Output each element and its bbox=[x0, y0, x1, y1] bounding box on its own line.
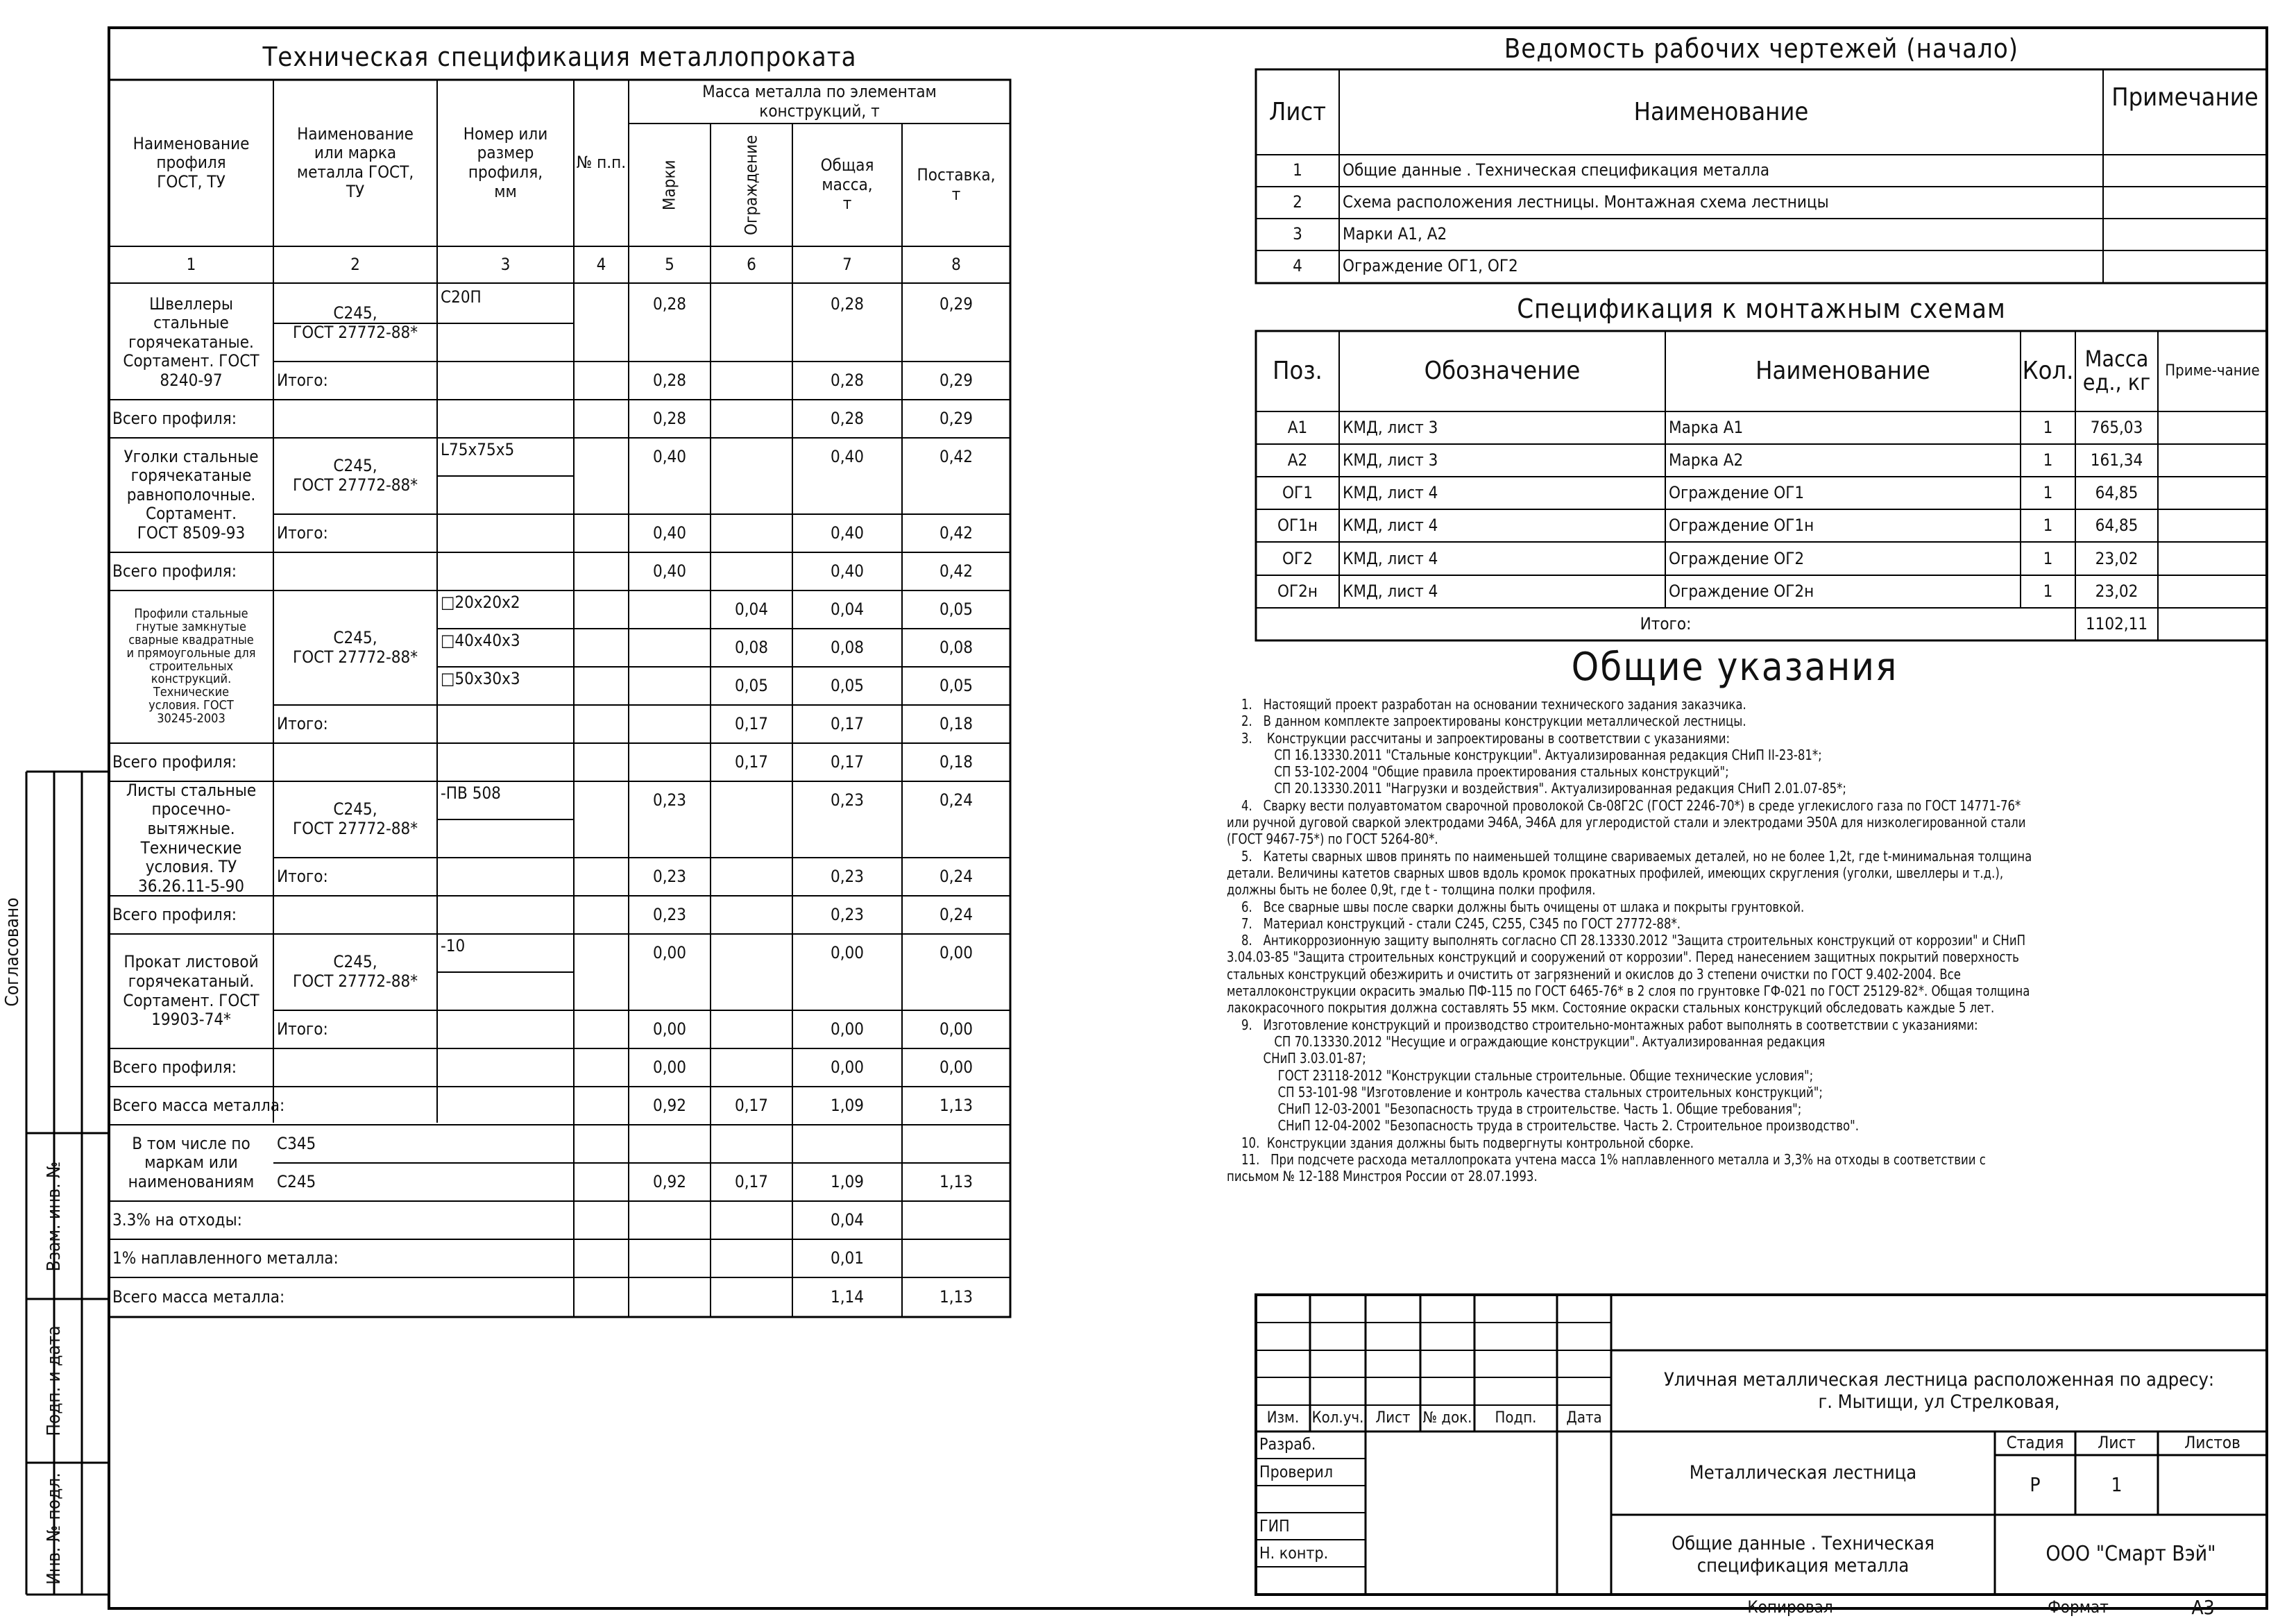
note-line: письмом № 12-188 Минстроя России от 28.07.1993. bbox=[1227, 1168, 1538, 1185]
mount-designation: КМД, лист 4 bbox=[1343, 516, 1438, 536]
mount-total-value: 1102,11 bbox=[2085, 613, 2148, 634]
project-address: Уличная металлическая лестница расположенная по адресу: г. Мытищи, ул Стрелковая, bbox=[1663, 1369, 2215, 1413]
vsego-cell: 0,23 bbox=[830, 904, 865, 924]
group-profile: Профили стальные гнутые замкнутые сварные квадратные и прямоугольные для строительных конструкций. Технические условия. ГОСТ 30245-2003 bbox=[126, 606, 256, 726]
vsego-cell bbox=[629, 743, 711, 781]
mount-name: Марка А1 bbox=[1669, 417, 1744, 437]
waste-label: 3.3% на отходы: bbox=[112, 1209, 242, 1230]
mass-cell bbox=[629, 667, 711, 705]
col-number: 6 bbox=[747, 254, 756, 274]
col-number: 8 bbox=[951, 254, 961, 274]
itogo-label: Итого: bbox=[277, 866, 328, 886]
note-line: лакокрасочного покрытия должна составлять 55 мкм. Состояние окраски стальных конструкций обследовать каждые 5 лет. bbox=[1227, 999, 1995, 1017]
itogo-cell: 0,00 bbox=[939, 1019, 973, 1039]
weld-label: 1% наплавленного металла: bbox=[112, 1248, 339, 1268]
weld-value: 0,01 bbox=[830, 1248, 865, 1268]
mass-cell bbox=[902, 476, 1010, 514]
note-line: 6. Все сварные швы после сварки должны быть очищены от шлака и покрыты грунтовкой. bbox=[1227, 898, 1805, 915]
note-line: СП 53-101-98 "Изготовление и контроль качества стальных строительных конструкций"; bbox=[1227, 1083, 1823, 1101]
mount-header-note: Приме-чание bbox=[2165, 362, 2260, 380]
mount-name: Ограждение ОГ1н bbox=[1669, 516, 1814, 536]
mass-cell: 0,08 bbox=[830, 637, 865, 657]
mass-cell bbox=[711, 323, 792, 362]
title-block-role bbox=[1256, 1486, 1366, 1513]
mark-cell bbox=[711, 1125, 792, 1163]
stamp-inv-replacement: Взам. инв. № bbox=[44, 1161, 65, 1272]
mass-cell: 0,04 bbox=[734, 599, 769, 619]
itogo-cell: 0,17 bbox=[734, 713, 769, 733]
mount-header-qty: Кол. bbox=[2022, 357, 2074, 386]
vsego-cell: 0,28 bbox=[652, 408, 687, 428]
drawings-header-sheet: Лист bbox=[1268, 97, 1327, 126]
size-cell: L75x75x5 bbox=[441, 440, 515, 459]
sheet-name: Общие данные . Техническая спецификация металла bbox=[1672, 1533, 1934, 1577]
col-number: 4 bbox=[596, 254, 606, 274]
drawing-sheet: 1 bbox=[1293, 160, 1302, 180]
col-number: 3 bbox=[500, 254, 511, 274]
itogo-cell: 0,28 bbox=[830, 370, 865, 390]
mass-cell: 0,08 bbox=[939, 637, 973, 657]
vsego-cell: 0,18 bbox=[939, 751, 973, 772]
note-line: СП 16.13330.2011 "Стальные конструкции". Актуализированная редакция СНиП II-23-81*; bbox=[1227, 746, 1822, 763]
itogo-label: Итого: bbox=[277, 370, 328, 390]
final-supply-value: 1,13 bbox=[939, 1286, 973, 1307]
itogo-cell: 0,23 bbox=[830, 866, 865, 886]
mount-designation: КМД, лист 4 bbox=[1343, 548, 1438, 568]
group-steel: С245, ГОСТ 27772-88* bbox=[292, 799, 418, 838]
general-notes-text bbox=[1227, 696, 2120, 1185]
itogo-cell bbox=[711, 362, 792, 400]
group-profile: Листы стальные просечно-вытяжные. Технические условия. ТУ 36.26.11-5-90 bbox=[126, 780, 257, 896]
note-line: 3.04.03-85 "Защита строительных конструкций и сооружений от коррозии". Перед нанесением защитных покрытий поверхность bbox=[1227, 949, 2019, 966]
sheets-value bbox=[2158, 1455, 2267, 1515]
title-block-role: Н. контр. bbox=[1259, 1545, 1329, 1563]
note-line: 2. В данном комплекте запроектированы конструкции металлической лестницы. bbox=[1227, 713, 1746, 730]
mass-cell bbox=[792, 819, 902, 858]
group-profile: Прокат листовой горячекатаный. Сортамент. ГОСТ 19903-74* bbox=[123, 952, 260, 1030]
mass-cell: 0,23 bbox=[830, 790, 865, 810]
final-mass-label: Всего масса металла: bbox=[112, 1286, 285, 1307]
stamp-sign-date: Подп. и дата bbox=[44, 1325, 65, 1436]
mark-cell bbox=[902, 1125, 1010, 1163]
mount-pos: ОГ2 bbox=[1282, 548, 1313, 568]
itogo-label: Итого: bbox=[277, 713, 328, 733]
vsego-cell: 0,40 bbox=[652, 561, 687, 581]
vsego-cell bbox=[711, 896, 792, 934]
itogo-label: Итого: bbox=[277, 522, 328, 543]
note-line: 8. Антикоррозионную защиту выполнять согласно СП 28.13330.2012 "Защита строительных конструкций от коррозии" и СНиП bbox=[1227, 932, 2026, 949]
title-block-col-header: Изм. bbox=[1266, 1409, 1300, 1427]
mass-cell: 0,24 bbox=[939, 790, 973, 810]
mark-cell: 1,13 bbox=[939, 1171, 973, 1191]
mount-total-label: Итого: bbox=[1640, 613, 1692, 634]
mass-cell: 0,40 bbox=[830, 446, 865, 466]
mass-cell bbox=[902, 323, 1010, 362]
mount-designation: КМД, лист 3 bbox=[1343, 417, 1438, 437]
size-cell bbox=[437, 972, 574, 1010]
note-line: стальных конструкций обезжирить и очистить от загрязнений и окислов до 3 степени очистки по ГОСТ 9.402-2004. Все bbox=[1227, 965, 1961, 983]
group-steel: С245, ГОСТ 27772-88* bbox=[292, 952, 418, 991]
header-profile: Наименование профиля ГОСТ, ТУ bbox=[133, 133, 250, 192]
format-value: А3 bbox=[2191, 1595, 2215, 1619]
itogo-cell bbox=[629, 705, 711, 743]
note-line: (ГОСТ 9467-75*) по ГОСТ 5264-80*. bbox=[1227, 831, 1438, 848]
itogo-cell bbox=[711, 514, 792, 552]
mass-cell: 0,00 bbox=[652, 942, 687, 962]
note-line: 1. Настоящий проект разработан на основании технического задания заказчика. bbox=[1227, 696, 1746, 713]
drawing-sheet: 4 bbox=[1293, 256, 1302, 276]
group-steel: С245, ГОСТ 27772-88* bbox=[292, 456, 418, 495]
title-block-col-header: Дата bbox=[1566, 1409, 1602, 1427]
mass-cell: 0,04 bbox=[830, 599, 865, 619]
note-line: или ручной дуговой сваркой электродами Э46А, Э46А для углеродистой стали и электродами Э50А для низколегированной стали bbox=[1227, 814, 2026, 831]
drawing-name: Марки А1, А2 bbox=[1343, 224, 1447, 244]
vsego-cell: 0,00 bbox=[830, 1057, 865, 1077]
total-mass-label: Всего масса металла: bbox=[112, 1095, 285, 1115]
mass-cell bbox=[711, 285, 792, 323]
spec-table-title: Техническая спецификация металлопроката bbox=[262, 41, 857, 72]
itogo-cell: 0,23 bbox=[652, 866, 687, 886]
mass-cell: 0,40 bbox=[652, 446, 687, 466]
col-number: 2 bbox=[350, 254, 360, 274]
mount-qty: 1 bbox=[2043, 581, 2053, 601]
mark-name: С345 bbox=[277, 1133, 316, 1153]
title-block-col-header: Лист bbox=[1375, 1409, 1411, 1427]
waste-value: 0,04 bbox=[830, 1209, 865, 1230]
mass-cell: 0,05 bbox=[734, 675, 769, 695]
mount-qty: 1 bbox=[2043, 450, 2053, 470]
mount-header-mass: Масса ед., кг bbox=[2082, 346, 2151, 396]
itogo-cell bbox=[711, 858, 792, 896]
vsego-cell: 0,00 bbox=[652, 1057, 687, 1077]
vsego-cell: 0,42 bbox=[939, 561, 973, 581]
mount-header-designation: Обозначение bbox=[1424, 357, 1581, 386]
mount-designation: КМД, лист 4 bbox=[1343, 581, 1438, 601]
drawing-name: Ограждение ОГ1, ОГ2 bbox=[1343, 256, 1518, 276]
group-steel: С245, ГОСТ 27772-88* bbox=[292, 627, 418, 667]
header-marks: Марки bbox=[659, 160, 679, 210]
mass-cell: 0,42 bbox=[939, 446, 973, 466]
note-line: 7. Материал конструкций - стали С245, С255, С345 по ГОСТ 27772-88*. bbox=[1227, 915, 1681, 932]
total-mass-cell: 0,92 bbox=[652, 1095, 687, 1115]
itogo-cell bbox=[711, 1010, 792, 1048]
company-name: ООО "Смарт Вэй" bbox=[2046, 1542, 2216, 1567]
mark-cell: 1,09 bbox=[830, 1171, 865, 1191]
object-name: Металлическая лестница bbox=[1689, 1462, 1917, 1484]
mass-cell bbox=[792, 323, 902, 362]
note-line: СП 70.13330.2012 "Несущие и ограждающие конструкции". Актуализированная редакция bbox=[1227, 1033, 1826, 1050]
vsego-cell bbox=[711, 400, 792, 438]
stamp-agreed: Согласовано bbox=[2, 897, 23, 1007]
vsego-cell: 0,29 bbox=[939, 408, 973, 428]
itogo-cell: 0,00 bbox=[830, 1019, 865, 1039]
header-steel: Наименование или марка металла ГОСТ, ТУ bbox=[296, 124, 414, 201]
note-line: должны быть не более 0,9t, где t - толщина полки профиля. bbox=[1227, 881, 1596, 899]
mass-cell: 0,05 bbox=[939, 675, 973, 695]
mount-table-title: Спецификация к монтажным схемам bbox=[1517, 294, 2006, 325]
mass-cell: 0,28 bbox=[830, 294, 865, 314]
mount-mass: 23,02 bbox=[2095, 581, 2138, 601]
note-line: 11. При подсчете расхода металлопроката учтена масса 1% наплавленного металла и 3,3% на отходы в соответствии с bbox=[1227, 1151, 1986, 1169]
mount-name: Марка А2 bbox=[1669, 450, 1744, 470]
itogo-cell: 0,29 bbox=[939, 370, 973, 390]
size-cell: -10 bbox=[441, 936, 466, 955]
vsego-label: Всего профиля: bbox=[112, 751, 237, 772]
vsego-cell bbox=[711, 1048, 792, 1087]
mount-name: Ограждение ОГ2 bbox=[1669, 548, 1805, 568]
header-size: Номер или размер профиля, мм bbox=[463, 124, 548, 201]
vsego-cell: 0,24 bbox=[939, 904, 973, 924]
mass-cell bbox=[792, 972, 902, 1010]
vsego-label: Всего профиля: bbox=[112, 561, 237, 581]
mass-cell bbox=[629, 323, 711, 362]
total-mass-cell: 0,17 bbox=[734, 1095, 769, 1115]
mount-qty: 1 bbox=[2043, 417, 2053, 437]
general-notes-title: Общие указания bbox=[1571, 645, 1898, 690]
mark-name: С245 bbox=[277, 1171, 316, 1191]
mass-cell bbox=[711, 819, 792, 858]
vsego-cell: 0,17 bbox=[830, 751, 865, 772]
vsego-cell: 0,17 bbox=[734, 751, 769, 772]
mass-cell: 0,05 bbox=[939, 599, 973, 619]
note-line: ГОСТ 23118-2012 "Конструкции стальные строительные. Общие технические условия"; bbox=[1227, 1067, 1814, 1084]
mount-pos: ОГ1н bbox=[1277, 516, 1318, 536]
mark-cell bbox=[792, 1125, 902, 1163]
note-line: СНиП 12-03-2001 "Безопасность труда в строительстве. Часть 1. Общие требования"; bbox=[1227, 1101, 1802, 1118]
mass-cell: 0,00 bbox=[939, 942, 973, 962]
mount-qty: 1 bbox=[2043, 483, 2053, 503]
mount-designation: КМД, лист 3 bbox=[1343, 450, 1438, 470]
itogo-cell: 0,42 bbox=[939, 522, 973, 543]
vsego-cell: 0,23 bbox=[652, 904, 687, 924]
group-profile: Уголки стальные горячекатаные равнополочные. Сортамент. ГОСТ 8509-93 bbox=[124, 446, 259, 543]
mass-cell bbox=[629, 819, 711, 858]
mount-pos: ОГ2н bbox=[1277, 581, 1318, 601]
header-mass-group: Масса металла по элементам конструкций, т bbox=[702, 81, 937, 121]
mass-cell bbox=[629, 629, 711, 667]
size-cell: -ПВ 508 bbox=[441, 783, 501, 803]
col-number: 1 bbox=[186, 254, 196, 274]
group-steel: С245, ГОСТ 27772-88* bbox=[292, 303, 418, 342]
mass-cell bbox=[711, 781, 792, 819]
mass-cell: 0,05 bbox=[830, 675, 865, 695]
sheets-label: Листов bbox=[2184, 1433, 2240, 1453]
size-cell bbox=[437, 819, 574, 858]
mount-designation: КМД, лист 4 bbox=[1343, 483, 1438, 503]
size-cell: □20x20x2 bbox=[441, 593, 520, 612]
vsego-label: Всего профиля: bbox=[112, 1057, 237, 1077]
mark-cell: 0,92 bbox=[652, 1171, 687, 1191]
mount-name: Ограждение ОГ1 bbox=[1669, 483, 1805, 503]
drawing-name: Общие данные . Техническая спецификация металла bbox=[1343, 160, 1770, 180]
note-line: 5. Катеты сварных швов принять по наименьшей толщине свариваемых деталей, но не более 1,2t, где t-минимальная толщина bbox=[1227, 847, 2032, 865]
mount-mass: 64,85 bbox=[2095, 516, 2138, 536]
mass-cell: 0,29 bbox=[939, 294, 973, 314]
total-mass-cell: 1,13 bbox=[939, 1095, 973, 1115]
title-block-col-header: Кол.уч. bbox=[1311, 1409, 1364, 1427]
drawings-header-note: Примечание bbox=[2111, 83, 2259, 112]
mass-cell: 0,28 bbox=[652, 294, 687, 314]
mass-cell: 0,08 bbox=[734, 637, 769, 657]
sheet-label: Лист bbox=[2098, 1433, 2136, 1453]
format-label: Формат bbox=[2048, 1597, 2109, 1617]
mass-cell bbox=[902, 972, 1010, 1010]
group-profile: Швеллеры стальные горячекатаные. Сортамент. ГОСТ 8240-97 bbox=[123, 294, 260, 390]
itogo-cell: 0,28 bbox=[652, 370, 687, 390]
header-total: Общая масса, т bbox=[820, 155, 874, 214]
size-cell bbox=[437, 476, 574, 514]
vsego-cell: 0,00 bbox=[939, 1057, 973, 1077]
itogo-cell: 0,40 bbox=[830, 522, 865, 543]
note-line: 9. Изготовление конструкций и производство строительно-монтажных работ выполнять в соответствии с указаниями: bbox=[1227, 1016, 1978, 1033]
vsego-label: Всего профиля: bbox=[112, 408, 237, 428]
note-line: 4. Сварку вести полуавтоматом сварочной проволокой Св-08Г2С (ГОСТ 2246-70*) в среде углекислого газа по ГОСТ 14771-76* bbox=[1227, 797, 2021, 814]
mass-cell bbox=[711, 972, 792, 1010]
vsego-cell bbox=[711, 552, 792, 590]
itogo-cell: 0,24 bbox=[939, 866, 973, 886]
mark-cell bbox=[629, 1125, 711, 1163]
mount-mass: 23,02 bbox=[2095, 548, 2138, 568]
itogo-cell: 0,17 bbox=[830, 713, 865, 733]
title-block-role: Разраб. bbox=[1259, 1436, 1316, 1454]
mount-qty: 1 bbox=[2043, 516, 2053, 536]
note-line: детали. Величины катетов сварных швов вдоль кромок прокатных профилей, имеющих скругления (уголки, швеллеры и т.д.), bbox=[1227, 864, 2004, 881]
note-line: 10. Конструкции здания должны быть подвергнуты контрольной сборке. bbox=[1227, 1134, 1694, 1151]
title-block-col-header: Подп. bbox=[1495, 1409, 1537, 1427]
mass-cell bbox=[902, 819, 1010, 858]
mass-cell: 0,00 bbox=[830, 942, 865, 962]
title-block-role: ГИП bbox=[1259, 1518, 1290, 1536]
drawing-name: Схема расположения лестницы. Монтажная схема лестницы bbox=[1343, 192, 1829, 212]
drawing-sheet: 3 bbox=[1293, 224, 1302, 244]
mount-mass: 765,03 bbox=[2090, 417, 2143, 437]
note-line: СП 53-102-2004 "Общие правила проектирования стальных конструкций"; bbox=[1227, 763, 1729, 781]
col-number: 7 bbox=[842, 254, 852, 274]
size-cell bbox=[437, 323, 574, 362]
mount-pos: А1 bbox=[1287, 417, 1308, 437]
mount-mass: 161,34 bbox=[2090, 450, 2143, 470]
mount-name: Ограждение ОГ2н bbox=[1669, 581, 1814, 601]
mount-pos: ОГ1 bbox=[1282, 483, 1313, 503]
mass-cell bbox=[629, 590, 711, 629]
header-fence: Ограждение bbox=[741, 135, 761, 235]
mass-cell bbox=[629, 972, 711, 1010]
note-line: СНиП 12-04-2002 "Безопасность труда в строительстве. Часть 2. Строительное производство". bbox=[1227, 1117, 1859, 1135]
mass-cell bbox=[711, 934, 792, 972]
stamp-inv-original: Инв. № подл. bbox=[44, 1472, 65, 1585]
drawing-sheet: 2 bbox=[1293, 192, 1302, 212]
note-line: 3. Конструкции рассчитаны и запроектированы в соответствии с указаниями: bbox=[1227, 729, 1730, 747]
itogo-cell: 0,00 bbox=[652, 1019, 687, 1039]
sheet-value: 1 bbox=[2111, 1472, 2123, 1496]
vsego-label: Всего профиля: bbox=[112, 904, 237, 924]
drawings-header-name: Наименование bbox=[1633, 97, 1809, 126]
size-cell: □50x30x3 bbox=[441, 669, 520, 688]
total-mass-cell: 1,09 bbox=[830, 1095, 865, 1115]
itogo-cell: 0,18 bbox=[939, 713, 973, 733]
vsego-cell: 0,28 bbox=[830, 408, 865, 428]
size-cell: С20П bbox=[441, 287, 482, 307]
final-mass-value: 1,14 bbox=[830, 1286, 865, 1307]
col-number: 5 bbox=[665, 254, 674, 274]
mass-cell: 0,23 bbox=[652, 790, 687, 810]
stage-label: Стадия bbox=[2006, 1433, 2064, 1453]
header-num: № п.п. bbox=[576, 153, 627, 173]
drawings-table-title: Ведомость рабочих чертежей (начало) bbox=[1504, 33, 2019, 65]
title-block-col-header: № док. bbox=[1422, 1409, 1472, 1427]
header-supply: Поставка, т bbox=[917, 164, 996, 204]
stage-value: Р bbox=[2030, 1472, 2041, 1496]
mark-cell: 0,17 bbox=[734, 1171, 769, 1191]
mount-header-name: Наименование bbox=[1755, 357, 1930, 386]
by-marks-label: В том числе по маркам или наименованиям bbox=[128, 1133, 255, 1191]
mount-mass: 64,85 bbox=[2095, 483, 2138, 503]
itogo-cell: 0,40 bbox=[652, 522, 687, 543]
note-line: металлоконструкции окрасить эмалью ПФ-115 по ГОСТ 6465-76* в 2 слоя по грунтовке ГФ-021 по ГОСТ 25129-82*. Общая толщина bbox=[1227, 983, 2030, 1000]
copied-label: Копировал bbox=[1747, 1597, 1833, 1617]
mass-cell bbox=[711, 438, 792, 476]
note-line: СНиП 3.03.01-87; bbox=[1227, 1050, 1366, 1067]
mass-cell bbox=[629, 476, 711, 514]
itogo-label: Итого: bbox=[277, 1019, 328, 1039]
mount-qty: 1 bbox=[2043, 548, 2053, 568]
mount-header-pos: Поз. bbox=[1273, 357, 1323, 386]
note-line: СП 20.13330.2011 "Нагрузки и воздействия". Актуализированная редакция СНиП 2.01.07-85*; bbox=[1227, 780, 1847, 797]
mass-cell bbox=[792, 476, 902, 514]
title-block-role: Проверил bbox=[1259, 1463, 1334, 1481]
mount-pos: А2 bbox=[1287, 450, 1308, 470]
vsego-cell: 0,40 bbox=[830, 561, 865, 581]
mass-cell bbox=[711, 476, 792, 514]
size-cell: □40x40x3 bbox=[441, 631, 520, 650]
